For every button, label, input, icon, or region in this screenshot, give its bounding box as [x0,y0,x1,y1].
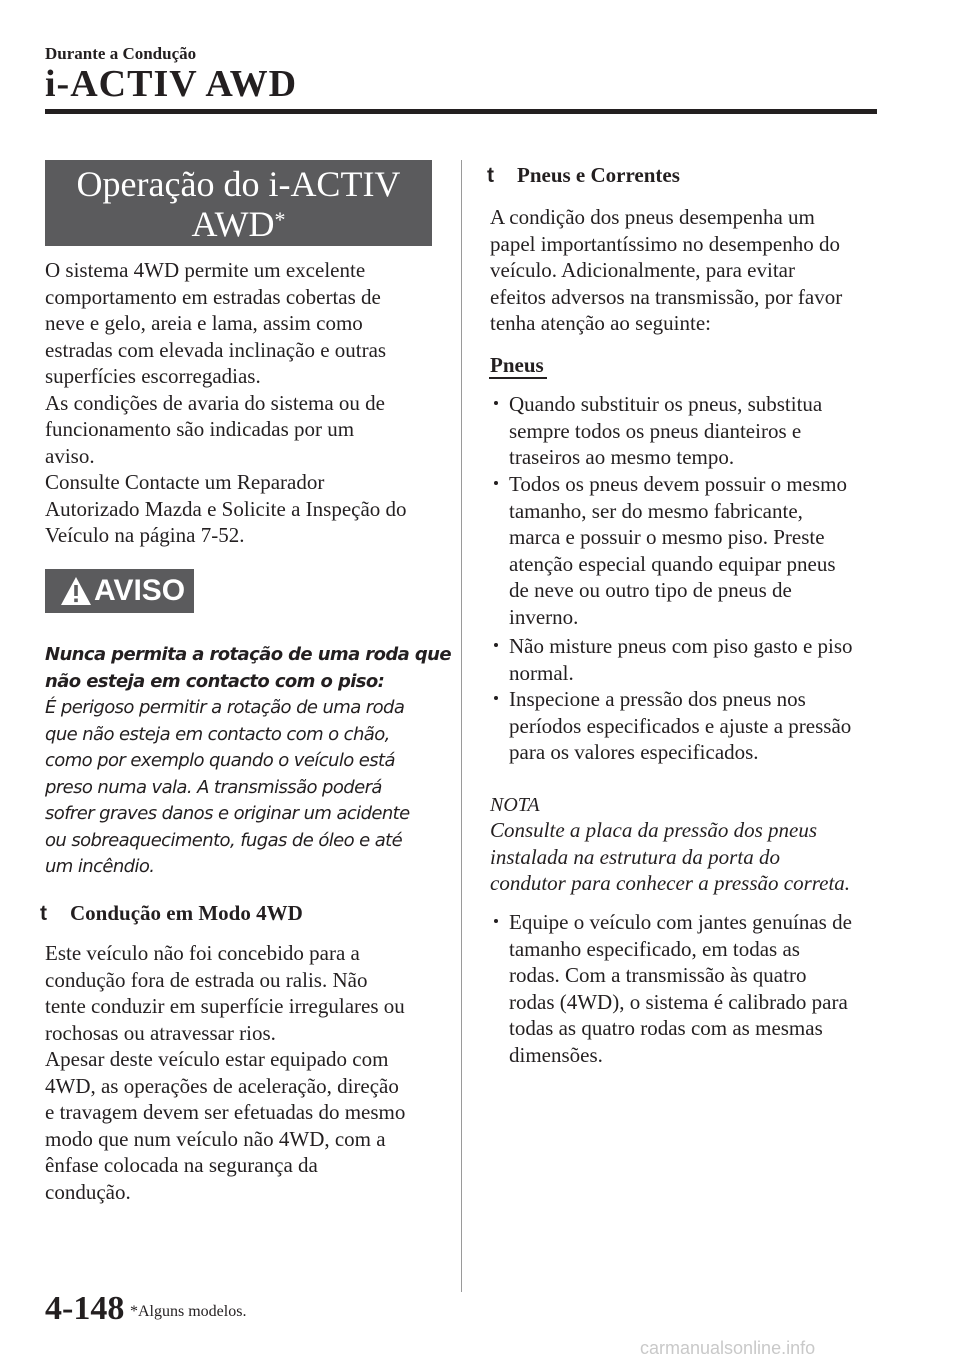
bullet-dot-icon [494,643,498,647]
intro-paragraph: O sistema 4WD permite um excelente comportamento em estradas cobertas de neve e gelo, areia e lama, assim como estradas com elevada inclinação e outras superfícies escorregadias. As condições de avaria do sistema ou de funcionamento são indicadas por um aviso. Consulte Contacte um Reparador Autorizado Mazda e Solicite a Inspeção do Veículo na página 7-52. [45,258,407,547]
warning-text [45,642,455,881]
optional-asterisk: * [274,207,286,232]
page-title-awd: AWD [191,204,275,244]
list-item-text: Quando substituir os pneus, substitua sempre todos os pneus dianteiros e traseiros ao mesmo tempo. [509,392,823,469]
note-text: Consulte a placa da pressão dos pneus instalada na estrutura da porta do condutor para conhecer a pressão correta. [490,818,851,895]
section-marker-icon: t [40,902,47,925]
page-title-line-2 [45,206,432,242]
bullet-dot-icon [494,481,498,485]
list-item [490,633,885,686]
section-heading-tires-text: Pneus e Correntes [517,163,680,187]
section-heading-4wd [40,900,303,927]
pneus-underline [489,377,547,379]
page-number: 4-148 [45,1290,125,1327]
chapter-title: i-ACTIV AWD [45,63,298,105]
list-item [490,686,885,766]
footnote: *Alguns modelos. [130,1303,247,1320]
warning-badge [45,569,194,613]
list-item-text: Não misture pneus com piso gasto e piso normal. [509,634,853,685]
warning-body: É perigoso permitir a rotação de uma roda que não esteja em contacto com o chão, como por exemplo quando o veículo está preso numa vala. A transmissão poderá sofrer graves danos e originar um acidente ou sobreaquecimento, fugas de óleo e até um incêndio. [45,697,410,877]
section-heading-4wd-text: Condução em Modo 4WD [70,901,303,925]
warning-heading: Nunca permita a rotação de uma roda que não esteja em contacto com o piso: [45,644,451,692]
column-divider [461,160,462,1292]
list-item-text: Todos os pneus devem possuir o mesmo tamanho, ser do mesmo fabricante, marca e possuir o mesmo piso. Preste atenção especial quando equipar pneus de neve ou outro tipo de pneus de inverno. [509,472,848,629]
bullet-dot-icon [494,919,498,923]
tires-intro-paragraph: A condição dos pneus desempenha um papel importantíssimo no desempenho do veículo. Adicionalmente, para evitar efeitos adversos na transmissão, por favor tenha atenção ao seguinte: [490,205,843,335]
list-item-text: Inspecione a pressão dos pneus nos períodos especificados e ajuste a pressão para os valores especificados. [509,687,852,764]
note-label: NOTA [490,794,540,816]
pneus-subheading: Pneus [490,353,544,377]
section-marker-icon: t [487,164,494,187]
watermark: carmanualsonline.info [640,1338,816,1358]
header-rule [45,109,877,114]
bullet-dot-icon [494,696,498,700]
warning-label: AVISO [94,574,186,607]
list-item [490,471,885,630]
list-item-text: Equipe o veículo com jantes genuínas de tamanho especificado, em todas as rodas. Com a transmissão às quatro rodas (4WD), o sistema é calibrado para todas as quatro rodas com as mesmas dimensões. [509,910,852,1067]
section-4wd-paragraph: Este veículo não foi concebido para a condução fora de estrada ou ralis. Não tente conduzir em superfície irregulares ou rochosas ou atravessar rios. Apesar deste veículo estar equipado com 4WD, as operações de aceleração, direção e travagem devem ser efetuadas do mesmo modo que num veículo não 4WD, com a ênfase colocada na segurança da condução. [45,941,406,1204]
section-label: Durante a Condução [45,44,197,63]
list-item [490,391,885,471]
page-title [45,160,432,246]
bullet-dot-icon [494,401,498,405]
list-item [490,909,885,1068]
warning-triangle-icon [60,576,92,606]
page-title-line-1: Operação do i-ACTIV [76,164,401,204]
section-heading-tires [487,162,680,189]
